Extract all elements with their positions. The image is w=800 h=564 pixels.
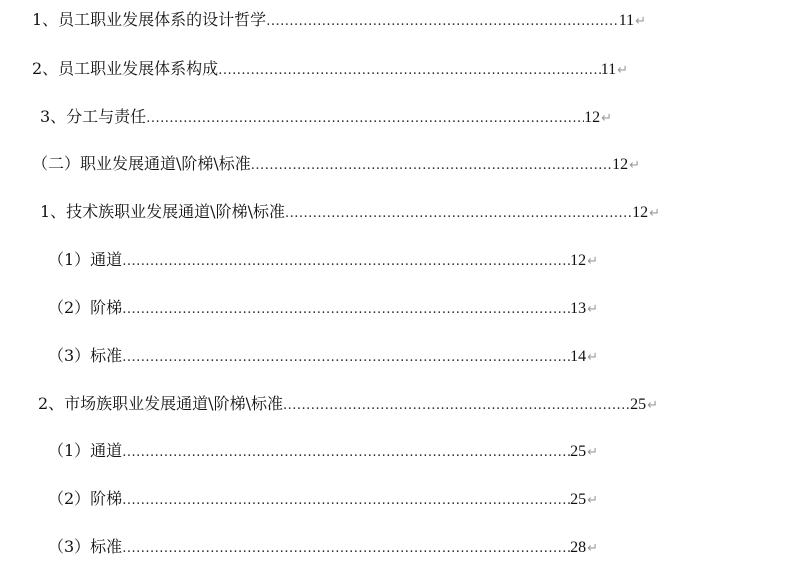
toc-page-number: 12 <box>570 252 587 269</box>
toc-page-number: 12 <box>612 156 629 173</box>
toc-entry-label: 1、员工职业发展体系的设计哲学 <box>32 10 267 29</box>
dot-leader <box>251 158 612 173</box>
toc-page-number: 25 <box>630 396 647 413</box>
paragraph-mark-icon: ↵ <box>587 493 598 508</box>
toc-entry-label: 2、员工职业发展体系构成 <box>32 59 219 78</box>
toc-page-number: 14 <box>570 348 587 365</box>
toc-page-number: 25 <box>570 491 587 508</box>
toc-entry-label: （1）通道 <box>48 441 123 460</box>
paragraph-mark-icon: ↵ <box>649 206 660 221</box>
dot-leader <box>122 541 570 556</box>
dot-leader <box>122 350 570 365</box>
toc-page-number: 28 <box>570 539 587 556</box>
toc-entry-label: （二）职业发展通道\阶梯\标准 <box>32 154 251 173</box>
paragraph-mark-icon: ↵ <box>601 111 612 126</box>
paragraph-mark-icon: ↵ <box>617 63 628 78</box>
toc-line <box>40 199 660 223</box>
toc-line <box>32 7 646 31</box>
toc-entry-label: （3）标准 <box>48 537 123 556</box>
paragraph-mark-icon: ↵ <box>587 541 598 556</box>
paragraph-mark-icon: ↵ <box>629 158 640 173</box>
toc-page-number: 11 <box>600 61 617 78</box>
toc-line <box>32 56 628 80</box>
toc-line <box>48 295 598 319</box>
toc-page-number: 12 <box>584 109 601 126</box>
toc-line <box>40 104 612 128</box>
dot-leader <box>285 206 632 221</box>
toc-page-number: 12 <box>632 204 649 221</box>
toc-entry-label: 3、分工与责任 <box>40 107 147 126</box>
paragraph-mark-icon: ↵ <box>587 302 598 317</box>
toc-entry-label: （3）标准 <box>48 346 123 365</box>
toc-line <box>38 391 658 415</box>
toc-entry-label: （2）阶梯 <box>48 489 123 508</box>
paragraph-mark-icon: ↵ <box>587 350 598 365</box>
toc-line <box>48 343 598 367</box>
toc-line <box>48 438 598 462</box>
toc-line <box>48 486 598 510</box>
dot-leader <box>283 398 630 413</box>
toc-entry-label: 1、技术族职业发展通道\阶梯\标准 <box>40 202 285 221</box>
dot-leader <box>122 493 570 508</box>
toc-entry-label: （1）通道 <box>48 250 123 269</box>
toc-entry-label: （2）阶梯 <box>48 298 123 317</box>
dot-leader <box>122 302 570 317</box>
toc-line <box>48 534 598 558</box>
dot-leader <box>122 445 570 460</box>
toc-page-number: 11 <box>618 12 635 29</box>
toc-line <box>32 151 640 175</box>
paragraph-mark-icon: ↵ <box>587 445 598 460</box>
dot-leader <box>122 254 570 269</box>
dot-leader <box>218 63 601 78</box>
paragraph-mark-icon: ↵ <box>635 14 646 29</box>
paragraph-mark-icon: ↵ <box>647 398 658 413</box>
toc-entry-label: 2、市场族职业发展通道\阶梯\标准 <box>38 394 283 413</box>
toc-page-number: 25 <box>570 443 587 460</box>
dot-leader <box>146 111 584 126</box>
dot-leader <box>266 14 619 29</box>
toc-page-number: 13 <box>570 300 587 317</box>
paragraph-mark-icon: ↵ <box>587 254 598 269</box>
toc-line <box>48 247 598 271</box>
